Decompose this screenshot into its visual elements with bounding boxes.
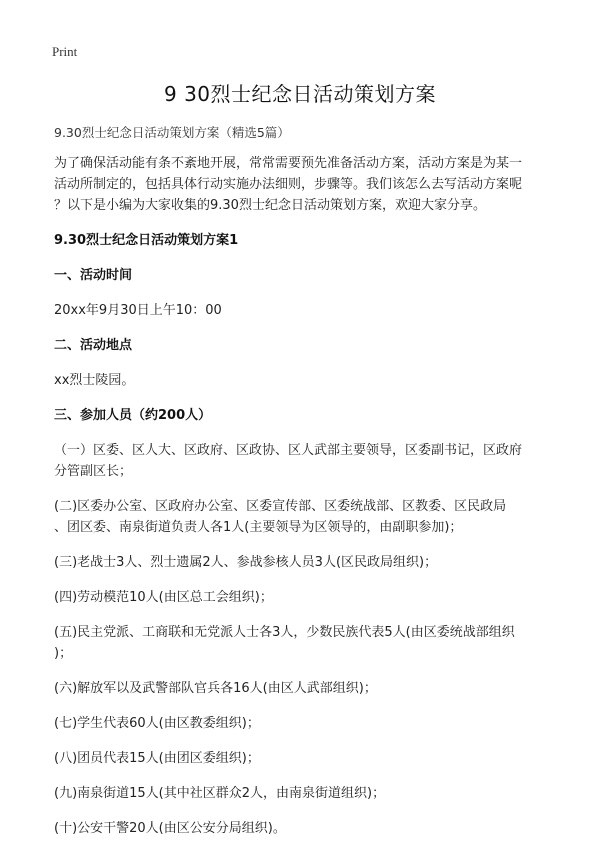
participant-item [54, 783, 554, 804]
participant-item [54, 818, 554, 839]
document-body [54, 122, 554, 853]
participant-item-line: (九)南泉街道15人(其中社区群众2人，由南泉街道组织)； [54, 786, 386, 801]
participant-item-line: )； [54, 646, 73, 661]
participant-item [54, 713, 554, 734]
participant-item-line: (二)区委办公室、区政府办公室、区委宣传部、区委统战部、区教委、区民政局 [54, 499, 507, 514]
intro-line: 为了确保活动能有条不紊地开展，常常需要预先准备活动方案，活动方案是为某一 [54, 156, 523, 171]
participant-item-line: 分管副区长； [54, 464, 133, 479]
participant-item [54, 552, 554, 573]
participant-item-line: （一）区委、区人大、区政府、区政协、区人武部主要领导，区委副书记，区政府 [54, 443, 523, 458]
participant-item-line: (四)劳动模范10人(由区总工会组织)； [54, 590, 273, 605]
page-title: 9 30烈士纪念日活动策划方案 [163, 82, 437, 106]
participant-item [54, 496, 554, 538]
participant-item-line: (五)民主党派、工商联和无党派人士各3人，少数民族代表5人(由区委统战部组织 [54, 625, 515, 640]
participant-item [54, 678, 554, 699]
plan-heading: 9.30烈士纪念日活动策划方案1 [54, 233, 239, 248]
participant-item-line: 、团区委、南泉街道负责人各1人(主要领导为区领导的，由副职参加)； [54, 520, 463, 535]
participant-item-line: (八)团员代表15人(由团区委组织)； [54, 751, 260, 766]
activity-time-text: 20xx年9月30日上午10：00 [54, 303, 222, 318]
intro-paragraph [54, 153, 554, 216]
section-heading-location: 二、活动地点 [54, 338, 133, 353]
section-heading-participants: 三、参加人员（约200人） [54, 408, 212, 423]
activity-location-text: xx烈士陵园。 [54, 373, 135, 388]
participant-item-line: (六)解放军以及武警部队官兵各16人(由区人武部组织)； [54, 681, 377, 696]
participant-item [54, 748, 554, 769]
participants-list [54, 440, 554, 839]
intro-line: 活动所制定的，包括具体行动实施办法细则，步骤等。我们该怎么去写活动方案呢 [54, 177, 523, 192]
participant-item [54, 440, 554, 482]
participant-item-line: (三)老战士3人、烈士遗属2人、参战参核人员3人(区民政局组织)； [54, 555, 438, 570]
section-heading-time: 一、活动时间 [54, 268, 133, 283]
participant-item [54, 587, 554, 608]
participant-item-line: (七)学生代表60人(由区教委组织)； [54, 716, 260, 731]
intro-line: ？以下是小编为大家收集的9.30烈士纪念日活动策划方案，欢迎大家分享。 [54, 198, 486, 213]
print-label[interactable]: Print [52, 44, 78, 59]
participant-item [54, 622, 554, 664]
document-subtitle: 9.30烈士纪念日活动策划方案（精选5篇） [54, 125, 290, 140]
participant-item-line: (十)公安干警20人(由区公安分局组织)。 [54, 821, 286, 836]
